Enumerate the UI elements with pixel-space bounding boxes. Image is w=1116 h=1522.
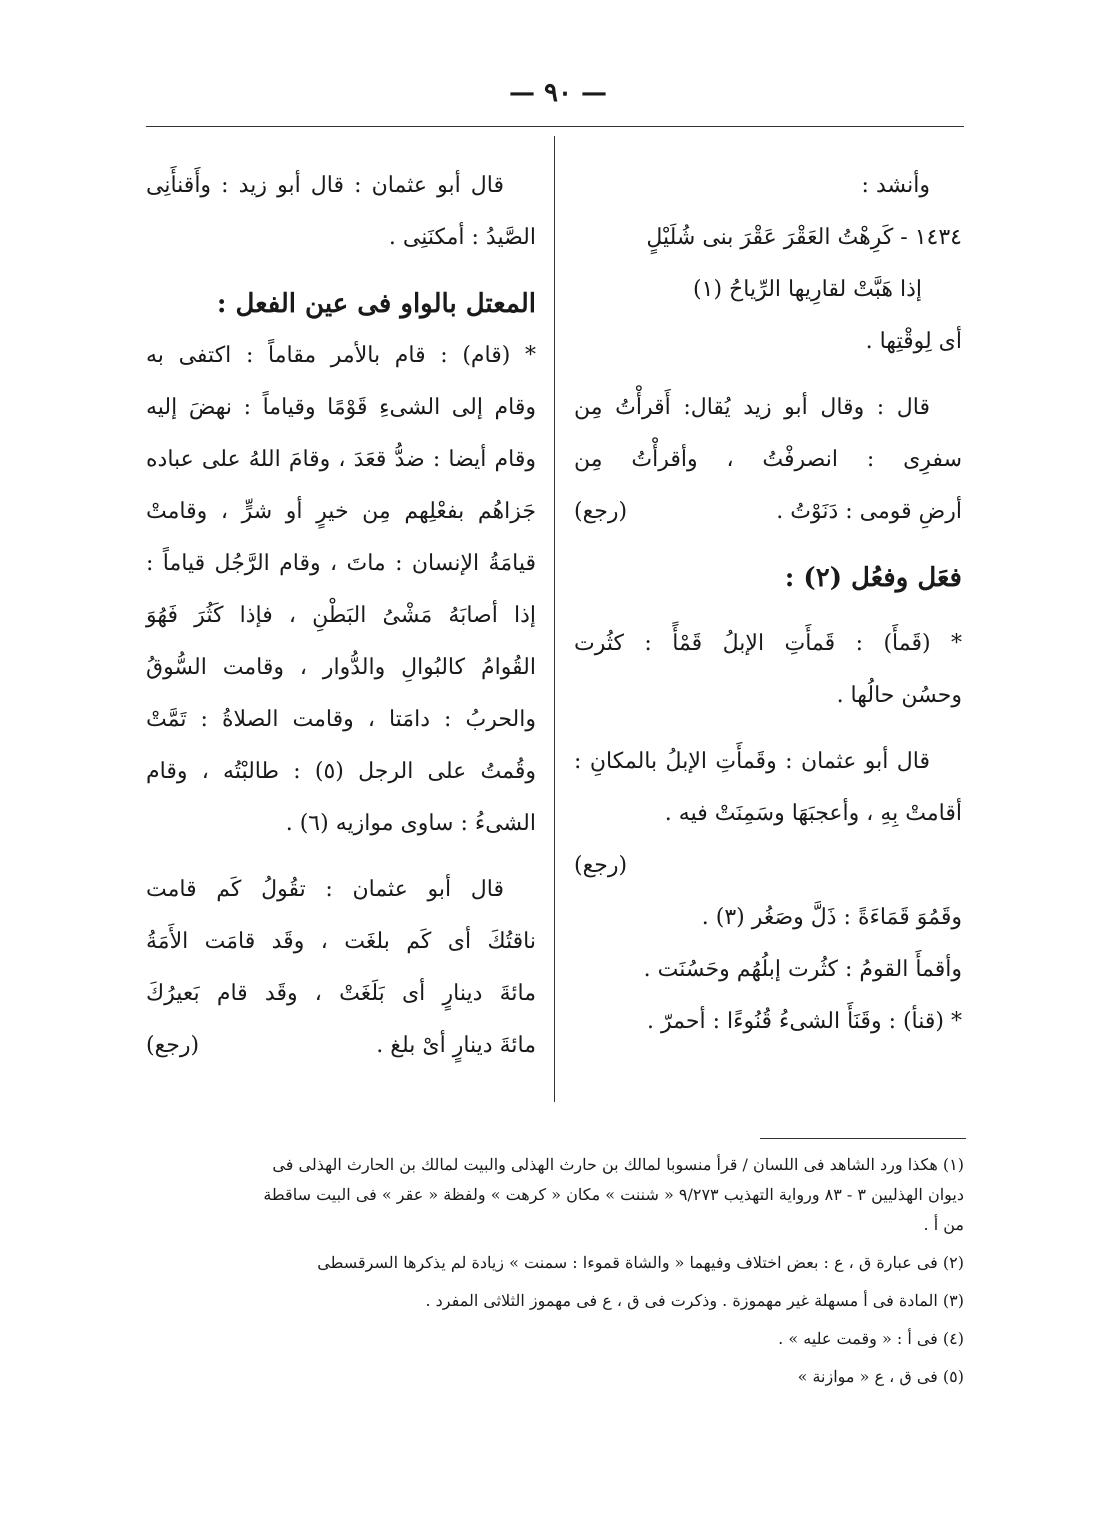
footnote-line: (٥) فى ق ، ع « موازنة » [797, 1367, 964, 1386]
text-line: قال : وقال أبو زيد يُقال: أَقرأْتُ مِن [574, 395, 930, 420]
footnote-line: (٢) فى عبارة ق ، ع : بعض اختلاف وفيهما « والشاة قموءا : سمنت » زيادة لم يذكرها السرقسطى [317, 1253, 964, 1272]
text-line: قال أبو عثمان : تقُولُ كَم قامت [146, 877, 504, 902]
text-line: قال أبو عثمان : قال أبو زيد : وأَقنأَنِى [146, 173, 504, 198]
text-line: قال أبو عثمان : وقَمأَتِ الإبلُ بالمكانِ : [574, 749, 930, 774]
text-line: الشىءُ : ساوى موازيه (٦) . [285, 811, 536, 836]
text-line: وأنشد : [861, 173, 930, 198]
footnote-rule [760, 1138, 966, 1139]
text-line: الصَّيدُ : أمكنَنِى . [388, 225, 536, 250]
text-line: وقُمتُ على الرجل (٥) : طالبْتُه ، وقام [146, 759, 536, 784]
footnote-line: من أ . [923, 1215, 964, 1234]
footnote-line: ديوان الهذليين ٣ - ٨٣ ورواية التهذيب ٩/٢٧٣ « شننت » مكان « كرهت » ولفظة « عقر » فى البيت ساقطة [263, 1185, 964, 1204]
return-marker: (رجع) [574, 499, 628, 524]
text-line: وقام إلى الشىءِ قَوْمًا وقياماً : نهضَ إليه [146, 395, 536, 420]
text-line: ناقتُكَ أى كَم بلغَت ، وقَد قامَت الأَمَةُ [146, 929, 536, 954]
text-line: إذا أصابَهُ مَشْىُ البَطْنِ ، فإذا كَثُرَ فَهُوَ [146, 603, 536, 628]
header-rule [146, 126, 964, 127]
text-line: مائةَ دينارٍ أى بَلَغَتْ ، وقَد قام بَعيرُكَ [146, 981, 536, 1006]
return-marker: (رجع) [574, 853, 628, 878]
page-number: — ٩٠ — [508, 78, 608, 108]
text-line [146, 1020, 536, 1072]
text-line: أى لِوقْتِها . [865, 329, 962, 354]
text-span: مائةَ دينارٍ أىْ بلغ . [376, 1033, 536, 1058]
text-line: القُوامُ كالبُوالِ والدُّوار ، وقامت السُّوقُ [146, 655, 536, 680]
footnotes [146, 1150, 964, 1392]
column-divider [554, 136, 555, 1102]
entry-line: * (قَمأَ) : قَمأَتِ الإبلُ قَمْأً : كثُرت [574, 631, 962, 656]
section-heading: المعتل بالواو فى عين الفعل : [216, 289, 536, 319]
text-line: وقَمُوَ قَمَاءَةً : ذَلَّ وصَغُر (٣) . [701, 905, 962, 930]
text-line [574, 486, 962, 538]
text-span: أرضِ قومى : دَنَوْتُ . [776, 499, 962, 524]
footnote-line: (١) هكذا ورد الشاهد فى اللسان / قرأ منسوبا لمالك بن حارث الهذلى والبيت لمالك بن الحارث الهذلى فى [272, 1155, 964, 1174]
entry-line: * (قام) : قام بالأمر مقاماً : اكتفى به [146, 343, 536, 368]
text-line: أقامتْ بِهِ ، وأعجبَهَا وسَمِنَتْ فيه . [664, 801, 962, 826]
verse-line: إذا هَبَّتْ لقارِيها الرِّياحُ (١) [693, 277, 922, 302]
section-heading: فعَل وفعُل (٢) : [784, 563, 962, 593]
right-column [574, 160, 962, 1048]
footnote-line: (٤) فى أ : « وقمت عليه » . [778, 1329, 964, 1348]
text-line: جَزاهُم بفعْلِهم مِن خيرٍ أو شرٍّ ، وقامتْ [146, 499, 536, 524]
text-line: وحسُن حالُها . [836, 683, 962, 708]
text-line: وأقمأَ القومُ : كثُرت إبلُهُم وحَسُنَت . [643, 957, 962, 982]
text-line: قيامَةُ الإنسان : ماتَ ، وقام الرَّجُل قياماً : [146, 551, 536, 576]
text-line: وقام أيضا : ضدُّ قعَدَ ، وقامَ اللهُ على عباده [146, 447, 536, 472]
text-line: سفرِى : انصرفْتُ ، وأقرأْتُ مِن [574, 447, 962, 472]
return-marker: (رجع) [146, 1033, 200, 1058]
footnote-line: (٣) المادة فى أ مسهلة غير مهموزة . وذكرت فى ق ، ع فى مهموز الثلاثى المفرد . [425, 1291, 964, 1310]
left-column [146, 160, 536, 1072]
text-line: والحربُ : دامَتا ، وقامت الصلاةُ : تَمَّتْ [146, 707, 536, 732]
entry-line: * (قنأ) : وقَنَأَ الشىءُ قُنُوءًا : أحمرّ . [647, 1009, 962, 1034]
verse-line: ١٤٣٤ - كَرِهْتُ العَقْرَ عَقْرَ بنى شُلَيْلٍ [646, 225, 962, 250]
